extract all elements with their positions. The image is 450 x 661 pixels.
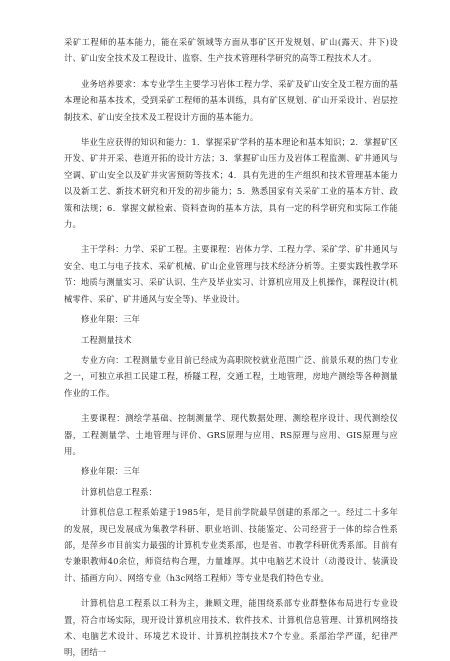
paragraph-2: 毕业生应获得的知识和能力：1．掌握采矿学科的基本理论和基本知识；2．掌握矿区开发、矿井开采、巷道开拓的设计方法；3．掌握矿山压力及岩体工程监测、矿井通风与空调、矿山安全以及矿井灾害预防等技术；4．具有先进的生产组织和技术管理基本能力以及新工艺、新技术研究和开发的初步能力；5．熟悉国家有关采矿工业的基本方针、政策和法规；6．掌握文献检索、资料查询的基本方法，具有一定的科学研究和实际工作能力。 xyxy=(64,137,398,230)
section-heading-surveying: 工程测量技术 xyxy=(81,334,132,345)
paragraph-4: 修业年限：三年 xyxy=(81,314,141,325)
paragraph-7: 主要课程：测绘学基础、控制测量学、现代数据处理、测绘程序设计、现代测绘仪器，工程测量学、土地管理与评价、GRS原理与应用、RS原理与应用、GIS原理与应用。 xyxy=(64,413,398,456)
section-heading-computer: 计算机信息工程系： xyxy=(81,486,158,497)
paragraph-6: 专业方向：工程测量专业目前已经成为高职院校就业范围广泛、前景乐观的热门专业之一，可独立承担工民建工程，桥隧工程，交通工程，土地管理，房地产测绘等各种测量作业的工作。 xyxy=(64,354,398,398)
paragraph-11: 计算机信息工程系以工科为主，兼顾文理，能围绕系部专业群整体布局进行专业设置，符合市场实际，现开设计算机应用技术、软件技术、计算机信息管理、计算机网络技术、电脑艺术设计、环境艺术设计、计算机控制技术7个专业。系部治学严谨，纪律严明，团结一 xyxy=(64,598,398,658)
paragraph-1: 业务培养要求：本专业学生主要学习岩体工程力学、采矿及矿山安全及工程方面的基本理论和基本技术，受到采矿工程师的基本训练，具有矿区规划、矿山开采设计、岩层控制技术、矿山安全技术及工程设计方面的基本能力。 xyxy=(64,78,398,122)
paragraph-0: 采矿工程师的基本能力，能在采矿领域等方面从事矿区开发规划、矿山(露天、井下)设计、矿山安全技术及工程设计、监察、生产技术管理科学研究的高等工程技术人才。 xyxy=(64,37,398,64)
paragraph-3: 主干学科：力学、采矿工程。主要课程：岩体力学、工程力学、采矿学、矿井通风与安全、电工与电子技术、采矿机械、矿山企业管理与技术经济分析等。主要实践性教学环节：地质与测量实习、采矿认识、生产及毕业实习、计算机应用及上机操作，课程设计(机械零件、采矿、矿井通风与安全等)、毕业设计。 xyxy=(64,244,398,304)
paragraph-8: 修业年限：三年 xyxy=(81,466,141,477)
paragraph-10: 计算机信息工程系始建于1985年，是目前学院最早创建的系部之一。经过二十多年的发展，现已发展成为集教学科研、职业培训、技能鉴定、公司经营于一体的综合性系部，是萍乡市目前实力最强的计算机专业类系部，也是省、市教学科研优秀系部。目前有专兼职教师40余位，师资结构合理，力量雄厚。其中电脑艺术设计（动漫设计、装潢设计、插画方向）、网络专业（h3c网络工程师）等专业是我们特色专业。 xyxy=(64,507,398,583)
